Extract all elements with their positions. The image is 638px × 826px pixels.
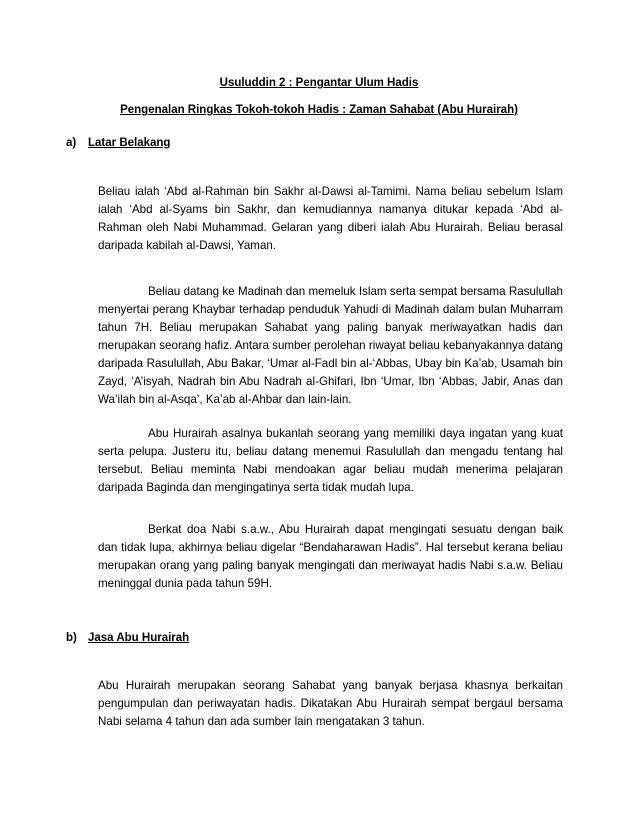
paragraph-latar-belakang-2: Beliau datang ke Madinah dan memeluk Islam serta sempat bersama Rasulullah menyertai perang Khaybar terhadap penduduk Yahudi di Madinah dalam bulan Muharram tahun 7H. Beliau merupakan Sahabat yang paling banyak meriwayatkan hadis dan merupakan seorang hafiz. Antara sumber perolehan riwayat beliau kebanyakannya datang daripada Rasulullah, Abu Bakar, ‘Umar al-Fadl bin al-‘Abbas, Ubay bin Ka’ab, Usamah bin Zayd, ‘A’isyah, Nadrah bin Abu Nadrah al-Ghifari, Ibn ‘Umar, Ibn ‘Abbas, Jabir, Anas dan Wa’ilah bin al-Asqa’, Ka’ab al-Ahbar dan lain-lain. [98, 285, 563, 406]
paragraph-latar-belakang-4: Berkat doa Nabi s.a.w., Abu Hurairah dapat mengingati sesuatu dengan baik dan tidak lupa, akhirnya beliau digelar “Bendaharawan Hadis”. Hal tersebut kerana beliau merupakan orang yang paling banyak mengingati dan meriwayat hadis Nabi s.a.w. Beliau meninggal dunia pada tahun 59H. [98, 523, 563, 590]
section-marker: a) [66, 137, 77, 149]
section-marker: b) [66, 632, 77, 644]
paragraph-latar-belakang-1: Beliau ialah ‘Abd al-Rahman bin Sakhr al-Dawsi al-Tamimi. Nama beliau sebelum Islam ialah ‘Abd al-Syams bin Sakhr, dan kemudiannya namanya ditukar kepada ‘Abd al-Rahman oleh Nabi Muhammad. Gelaran yang diberi ialah Abu Hurairah. Beliau berasal daripada kabilah al-Dawsi, Yaman. [98, 185, 563, 252]
paragraph-latar-belakang-3: Abu Hurairah asalnya bukanlah seorang yang memiliki daya ingatan yang kuat serta pelupa. Justeru itu, beliau datang menemui Rasulullah dan mengadu tentang hal tersebut. Beliau meminta Nabi mendoakan agar beliau mudah menerima pelajaran daripada Baginda dan mengingatinya serta tidak mudah lupa. [98, 427, 563, 494]
section-heading-label: Jasa Abu Hurairah [88, 632, 190, 644]
document-title: Usuluddin 2 : Pengantar Ulum Hadis [219, 77, 419, 89]
section-heading-label: Latar Belakang [88, 137, 171, 149]
document-subtitle: Pengenalan Ringkas Tokoh-tokoh Hadis : Zaman Sahabat (Abu Hurairah) [120, 104, 518, 116]
paragraph-jasa-1: Abu Hurairah merupakan seorang Sahabat yang banyak berjasa khasnya berkaitan pengumpulan dan periwayatan hadis. Dikatakan Abu Hurairah sempat bergaul bersama Nabi selama 4 tahun dan ada sumber lain mengatakan 3 tahun. [98, 679, 563, 728]
section-heading-jasa-abu-hurairah [66, 631, 189, 645]
section-heading-latar-belakang [66, 136, 170, 150]
